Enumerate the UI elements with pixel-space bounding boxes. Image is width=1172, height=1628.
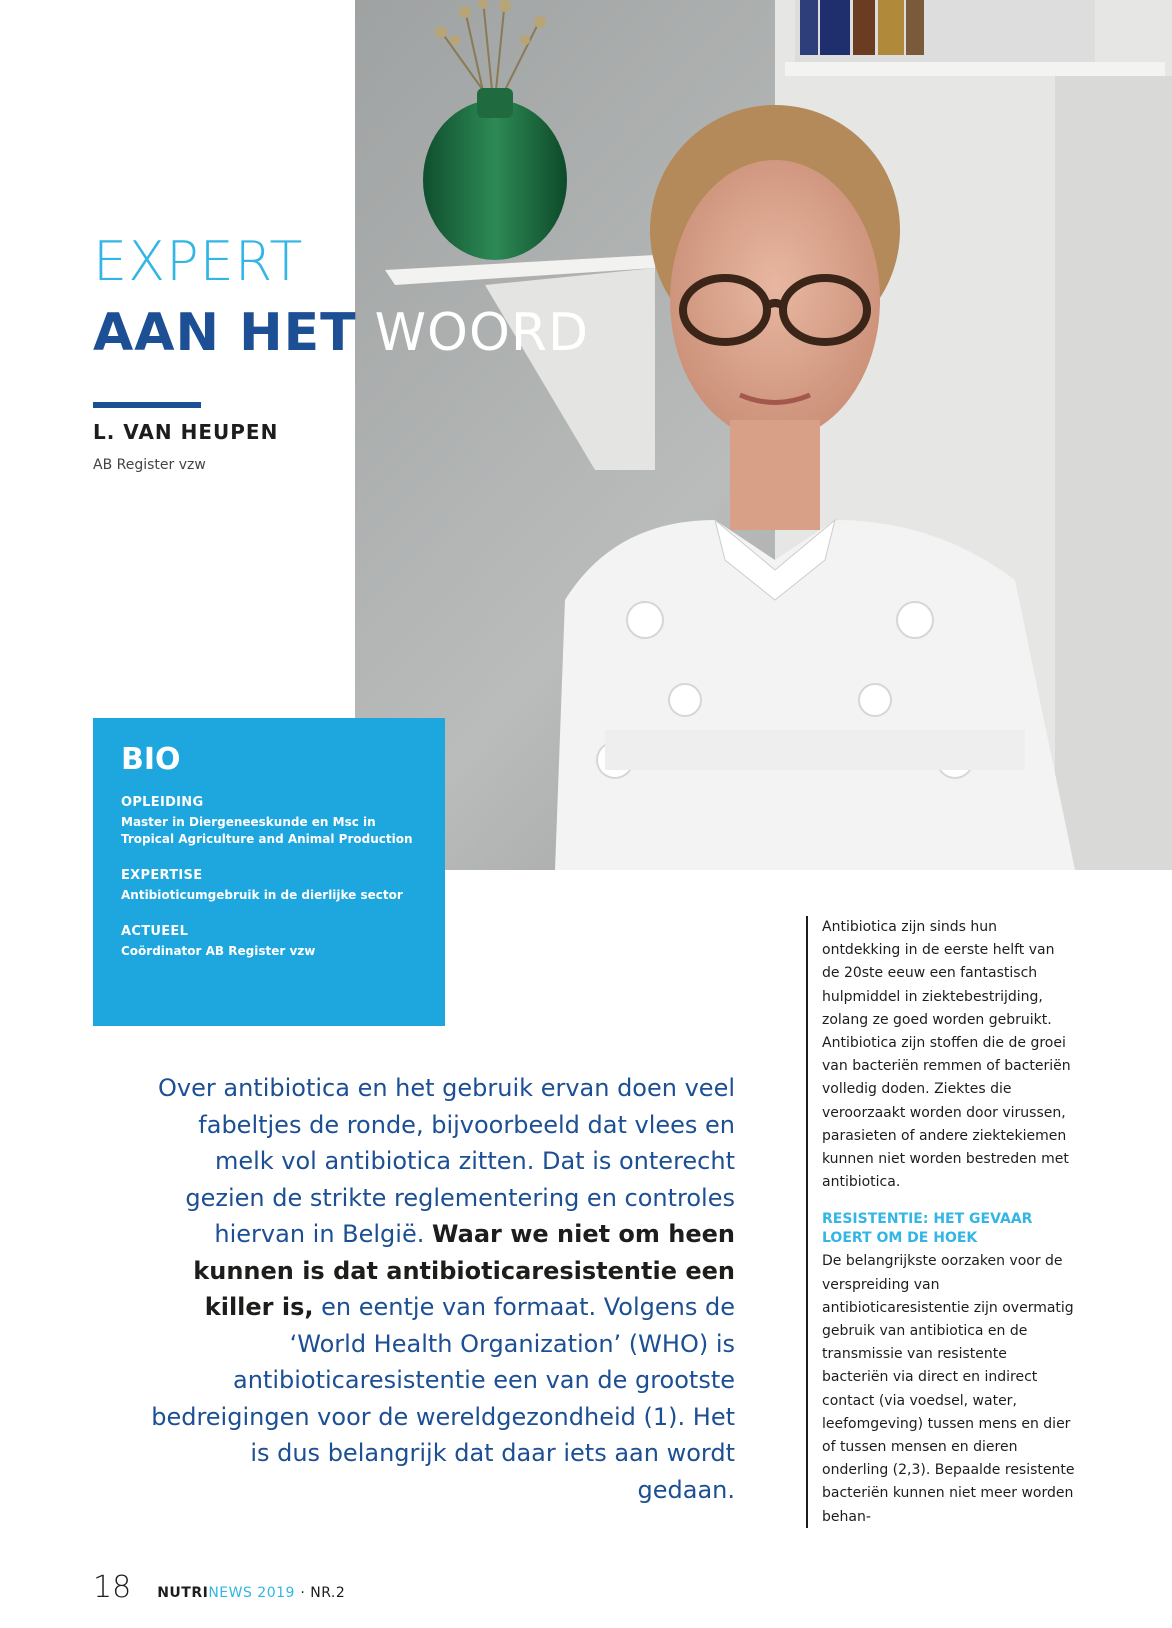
lead-emphasis: Waar we niet om heen kunnen is dat antibioticaresistentie een killer is, bbox=[193, 1220, 735, 1321]
body-paragraph-2: De belangrijkste oorzaken voor de verspreiding van antibioticaresistentie zijn overmatig gebruik van antibiotica en de transmissie van resistente bacteriën via direct en indirect contact (via voedsel, water, leefomgeving) tussen mens en dier of tussen mensen en dieren onderling (2,3). Bepaalde resistente bacteriën kunnen niet meer worden behan- bbox=[822, 1253, 1075, 1525]
bio-heading: EXPERTISE bbox=[121, 868, 203, 883]
journal-issue: · NR.2 bbox=[300, 1585, 346, 1601]
bio-heading: ACTUEEL bbox=[121, 924, 189, 939]
journal-name bbox=[157, 1585, 345, 1601]
body-column bbox=[806, 916, 1076, 1528]
page-footer bbox=[93, 1570, 345, 1610]
title-line-2 bbox=[93, 303, 589, 363]
bio-text: Coördinator AB Register vzw bbox=[121, 944, 316, 958]
lead-text-1: Over antibiotica en het gebruik ervan doen veel fabeltjes de ronde, bijvoorbeeld dat vlees en melk vol antibiotica zitten. Dat is onterecht gezien de strikte reglementering en controles hiervan in België. bbox=[158, 1074, 735, 1248]
bio-text: Antibioticumgebruik in de dierlijke sector bbox=[121, 888, 403, 902]
title-rule bbox=[93, 402, 201, 408]
title-part-blue: AAN HET bbox=[93, 303, 357, 363]
bio-section-expertise bbox=[121, 868, 417, 904]
author-organization: AB Register vzw bbox=[93, 457, 206, 473]
portrait-photo bbox=[355, 0, 1172, 870]
journal-name-part1: NUTRI bbox=[157, 1585, 209, 1601]
title-line-1: EXPERT bbox=[93, 230, 304, 293]
author-name: L. VAN HEUPEN bbox=[93, 420, 279, 444]
bio-section-opleiding bbox=[121, 795, 417, 848]
bio-section-actueel bbox=[121, 924, 417, 960]
lead-paragraph bbox=[150, 1070, 735, 1508]
bio-box bbox=[93, 718, 445, 1026]
page-number: 18 bbox=[93, 1570, 132, 1605]
section-heading: RESISTENTIE: HET GEVAAR LOERT OM DE HOEK bbox=[822, 1211, 1033, 1247]
bio-heading: OPLEIDING bbox=[121, 795, 204, 810]
lead-text-2: en eentje van formaat. Volgens de ‘World Health Organization’ (WHO) is antibioticaresistentie een van de grootste bedreigingen voor de wereldgezondheid (1). Het is dus belangrijk dat daar iets aan wordt gedaan. bbox=[151, 1293, 735, 1504]
bio-title: BIO bbox=[121, 742, 181, 777]
bio-text: Master in Diergeneeskunde en Msc in Tropical Agriculture and Animal Production bbox=[121, 815, 413, 846]
title-part-white: WOORD bbox=[374, 303, 590, 363]
body-paragraph-1: Antibiotica zijn sinds hun ontdekking in de eerste helft van de 20ste eeuw een fantastisch hulpmiddel in ziektebestrijding, zolang ze goed worden gebruikt. Antibiotica zijn stoffen die de groei van bacteriën remmen of bacteriën volledig doden. Ziektes die veroorzaakt worden door virussen, parasieten of andere ziektekiemen kunnen niet worden bestreden met antibiotica. bbox=[822, 919, 1071, 1191]
journal-name-part2: NEWS 2019 bbox=[208, 1585, 295, 1601]
